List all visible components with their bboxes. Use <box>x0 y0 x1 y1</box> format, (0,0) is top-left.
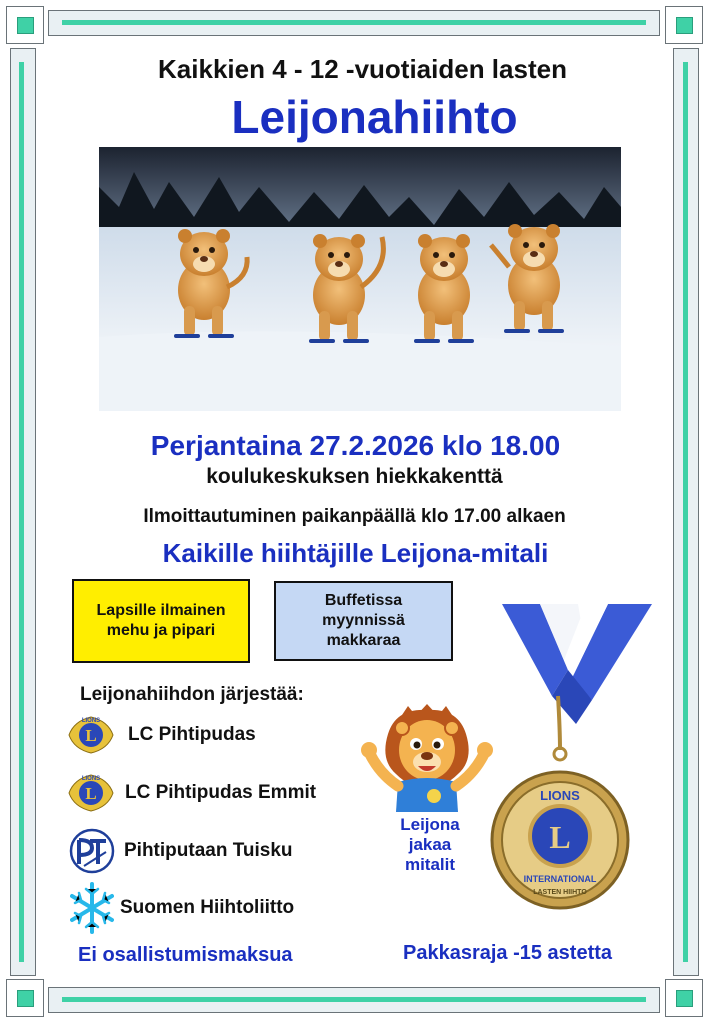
juice-box-line1: Lapsille ilmainen <box>96 602 226 619</box>
registration-info: Ilmoittautuminen paikanpäällä klo 17.00 alkaen <box>143 506 566 527</box>
organizer-label: LC Pihtipudas Emmit <box>125 782 317 803</box>
event-date: Perjantaina 27.2.2026 klo 18.00 <box>150 430 561 461</box>
lion-mascot <box>358 704 496 812</box>
event-location: koulukeskuksen hiekkakenttä <box>206 465 503 488</box>
lions-club-logo-icon <box>66 711 116 759</box>
organizer-suomen-hiihtoliitto <box>70 880 294 936</box>
medal-bottom-text: INTERNATIONAL <box>523 874 597 884</box>
lions-club-logo-icon <box>66 769 116 817</box>
organizer-pihtiputaan-tuisku <box>68 827 293 875</box>
no-fee-note: Ei osallistumismaksua <box>78 944 293 966</box>
mascot-caption <box>382 815 478 875</box>
organizer-label: Pihtiputaan Tuisku <box>124 840 293 861</box>
medal-top-text: LIONS <box>540 788 580 803</box>
frame-corner-top-left <box>6 6 44 44</box>
mascot-caption-line3: mitalit <box>404 855 456 874</box>
svg-text:L: L <box>85 784 97 803</box>
frame-corner-bottom-right <box>665 979 703 1017</box>
frame-corner-top-right <box>665 6 703 44</box>
hero-photo <box>99 147 621 411</box>
medal-info: Kaikille hiihtäjille Leijona-mitali <box>162 538 549 568</box>
svg-text:LIONS: LIONS <box>81 776 101 782</box>
lions-medal <box>490 600 658 922</box>
snowflake-icon <box>70 881 114 935</box>
poster-subtitle: Kaikkien 4 - 12 -vuotiaiden lasten <box>158 54 567 84</box>
medal-illustration <box>490 600 658 922</box>
buffet-box <box>274 581 453 661</box>
medal-letter: L <box>549 819 571 855</box>
mascot-caption-line2: jakaa <box>408 835 452 854</box>
buffet-box-line3: makkaraa <box>326 632 401 649</box>
lion-mascot-illustration <box>358 704 496 812</box>
frame-bottom-stripe <box>62 997 646 1002</box>
frame-corner-bottom-left <box>6 979 44 1017</box>
juice-box <box>72 579 250 663</box>
svg-text:L: L <box>85 726 97 745</box>
tuisku-ski-club-logo-icon <box>68 828 116 874</box>
organizer-label: LC Pihtipudas <box>128 724 256 745</box>
organizer-lc-pihtipudas-emmit <box>66 768 316 818</box>
frame-top-stripe <box>62 20 646 25</box>
buffet-box-line1: Buffetissa <box>324 592 403 609</box>
buffet-box-line2: myynnissä <box>322 612 405 629</box>
poster-title: Leijonahiihto <box>231 91 518 143</box>
organizer-lc-pihtipudas <box>66 710 256 760</box>
juice-box-line2: mehu ja pipari <box>106 622 216 639</box>
organizers-heading: Leijonahiihdon järjestää: <box>80 684 304 705</box>
mascot-caption-line1: Leijona <box>400 815 460 834</box>
frost-limit-note: Pakkasraja -15 astetta <box>403 942 613 964</box>
medal-inner-text: LASTEN HIIHTO <box>533 889 587 896</box>
svg-text:LIONS: LIONS <box>81 718 101 724</box>
lion-cubs-skiing-illustration <box>99 147 621 411</box>
organizer-label: Suomen Hiihtoliitto <box>120 897 295 918</box>
